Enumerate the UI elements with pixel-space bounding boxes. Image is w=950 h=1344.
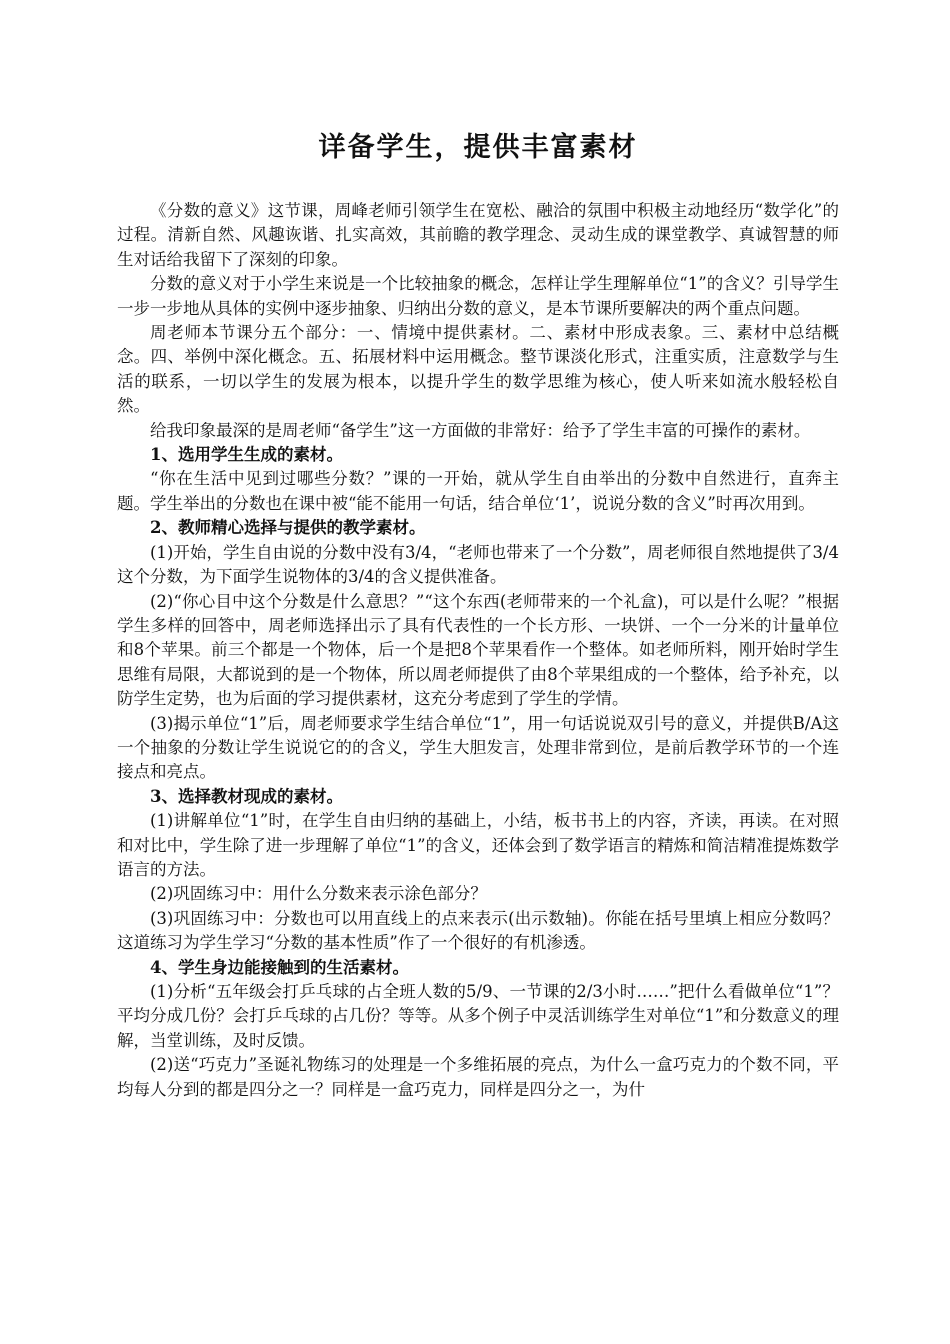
section-heading: 3、选择教材现成的素材。 xyxy=(150,786,343,806)
document-body xyxy=(117,199,839,1102)
paragraph: (2)巩固练习中：用什么分数来表示涂色部分？ xyxy=(150,884,487,904)
section-heading: 4、学生身边能接触到的生活素材。 xyxy=(150,957,409,977)
paragraph: “你在生活中见到过哪些分数？”课的一开始，就从学生自由举出的分数中自然进行，直奔主题。学生举出的分数也在课中被“能不能用一句话，结合单位‘1’，说说分数的含义”时再次用到。 xyxy=(117,469,839,513)
section-heading: 2、教师精心选择与提供的教学素材。 xyxy=(150,518,426,538)
page-title: 详备学生，提供丰富素材 xyxy=(318,132,638,163)
paragraph: (3)揭示单位“1”后，周老师要求学生结合单位“1”，用一句话说说双引号的意义，并提供B/A这一个抽象的分数让学生说说它的的含义，学生大胆发言，处理非常到位，是前后教学环节的一个连接点和亮点。 xyxy=(117,713,839,782)
paragraph: 《分数的意义》这节课，周峰老师引领学生在宽松、融洽的氛围中积极主动地经历“数学化”的过程。清新自然、风趣诙谐、扎实高效，其前瞻的教学理念、灵动生成的课堂教学、真诚智慧的师生对话给我留下了深刻的印象。 xyxy=(117,201,839,269)
paragraph: 分数的意义对于小学生来说是一个比较抽象的概念，怎样让学生理解单位“1”的含义？引导学生一步一步地从具体的实例中逐步抽象、归纳出分数的意义，是本节课所要解决的两个重点问题。 xyxy=(117,274,839,318)
paragraph: (2)“你心目中这个分数是什么意思？”“这个东西(老师带来的一个礼盒)，可以是什么呢？”根据学生多样的回答中，周老师选择出示了具有代表性的一个长方形、一块饼、一个一分米的计量单位和8个苹果。前三个都是一个物体，后一个是把8个苹果看作一个整体。如老师所料，刚开始时学生思维有局限，大都说到的是一个物体，所以周老师提供了由8个苹果组成的一个整体，给予补充，以防学生定势，也为后面的学习提供素材，这充分考虑到了学生的学情。 xyxy=(117,591,839,709)
paragraph: 给我印象最深的是周老师“备学生”这一方面做的非常好：给予了学生丰富的可操作的素材。 xyxy=(150,420,811,440)
paragraph: (2)送“巧克力”圣诞礼物练习的处理是一个多维拓展的亮点，为什么一盒巧克力的个数不同，平均每人分到的都是四分之一？同样是一盒巧克力，同样是四分之一，为什 xyxy=(117,1055,839,1099)
paragraph: (1)讲解单位“1”时，在学生自由归纳的基础上，小结，板书书上的内容，齐读，再读。在对照和对比中，学生除了进一步理解了单位“1”的含义，还体会到了数学语言的精炼和简洁精准提炼数学语言的方法。 xyxy=(117,811,839,879)
paragraph: 周老师本节课分五个部分：一、情境中提供素材。二、素材中形成表象。三、素材中总结概念。四、举例中深化概念。五、拓展材料中运用概念。整节课淡化形式，注重实质，注意数学与生活的联系，一切以学生的发展为根本，以提升学生的数学思维为核心，使人听来如流水般轻松自然。 xyxy=(117,323,839,416)
paragraph: (1)分析“五年级会打乒乓球的占全班人数的5/9、一节课的2/3小时……”把什么看做单位“1”？平均分成几份？会打乒乓球的占几份？等等。从多个例子中灵活训练学生对单位“1”和分数意义的理解，当堂训练，及时反馈。 xyxy=(117,982,839,1050)
paragraph: (1)开始，学生自由说的分数中没有3/4，“老师也带来了一个分数”，周老师很自然地提供了3/4这个分数，为下面学生说物体的3/4的含义提供准备。 xyxy=(117,542,839,587)
section-heading: 1、选用学生生成的素材。 xyxy=(150,445,343,465)
paragraph: (3)巩固练习中：分数也可以用直线上的点来表示(出示数轴)。你能在括号里填上相应分数吗？这道练习为学生学习“分数的基本性质”作了一个很好的有机渗透。 xyxy=(117,908,839,953)
